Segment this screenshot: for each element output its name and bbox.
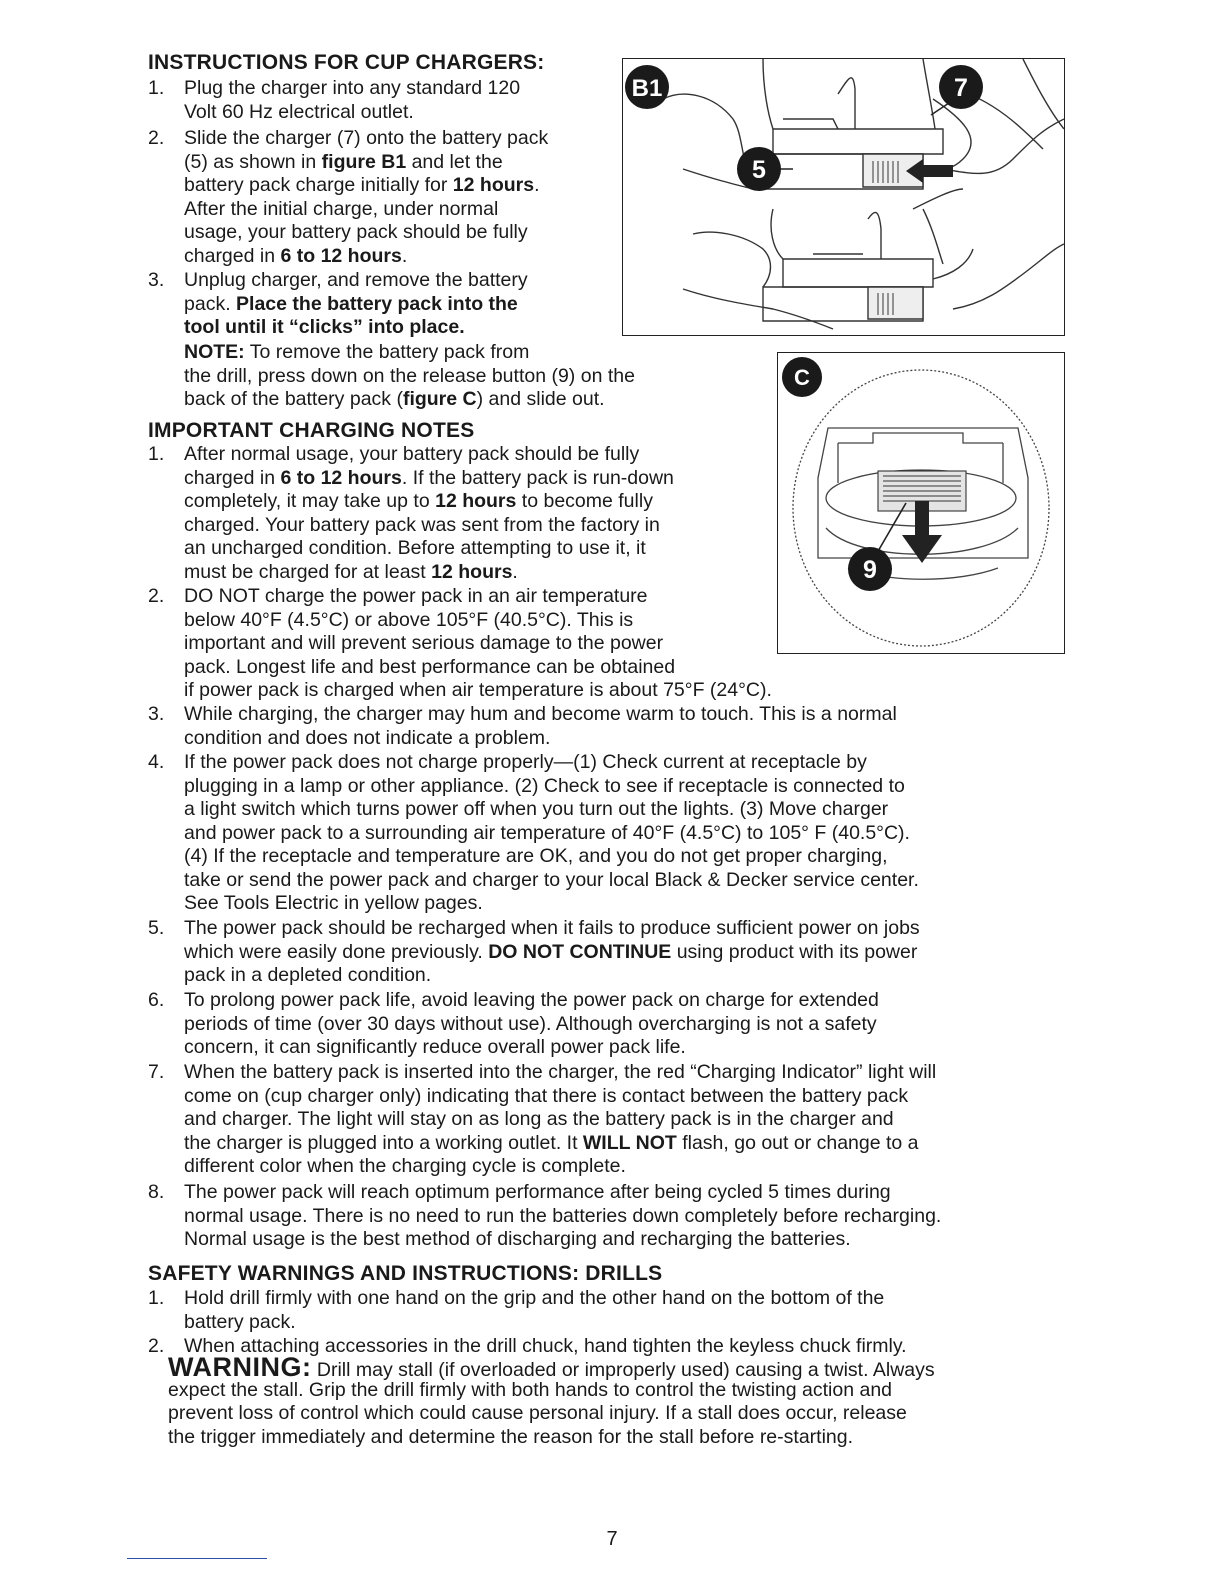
- list-item: [148, 989, 1068, 1061]
- figure-b1: [622, 58, 1065, 336]
- item-line: charged in 6 to 12 hours. If the battery pack is run-down: [184, 466, 674, 489]
- item-number: 3.: [148, 703, 165, 725]
- svg-text:C: C: [794, 365, 810, 390]
- item-line: must be charged for at least 12 hours.: [184, 560, 518, 583]
- warning-line: expect the stall. Grip the drill firmly with both hands to control the twisting action and: [168, 1378, 893, 1401]
- item-number: 6.: [148, 989, 165, 1011]
- item-number: 1.: [148, 443, 165, 465]
- list-item: [148, 751, 1068, 917]
- item-number: 1.: [148, 1287, 165, 1309]
- page-number: 7: [606, 1528, 618, 1550]
- item-line: plugging in a lamp or other appliance. (2) Check to see if receptacle is connected to: [184, 774, 905, 797]
- note-line: back of the battery pack (figure C) and slide out.: [184, 388, 605, 410]
- note-line: the drill, press down on the release button (9) on the: [184, 364, 635, 387]
- item-line: To prolong power pack life, avoid leaving the power pack on charge for extended: [184, 989, 879, 1011]
- item-line: and charger. The light will stay on as long as the battery pack is in the charger and: [184, 1108, 894, 1130]
- item-line: See Tools Electric in yellow pages.: [184, 892, 483, 914]
- item-number: 4.: [148, 751, 165, 773]
- list-item: [148, 77, 628, 125]
- list-item: [148, 269, 628, 341]
- item-number: 2.: [148, 1335, 165, 1357]
- item-number: 2.: [148, 127, 165, 149]
- list-item: [148, 1287, 1068, 1335]
- section-heading-important-charging-notes: IMPORTANT CHARGING NOTES: [148, 419, 475, 442]
- warning-line: prevent loss of control which could cause personal injury. If a stall does occur, release: [168, 1402, 907, 1424]
- figure-c-badge: [782, 357, 822, 397]
- item-number: 7.: [148, 1061, 165, 1083]
- item-line: Normal usage is the best method of discharging and recharging the batteries.: [184, 1228, 851, 1250]
- item-line: If the power pack does not charge properly—(1) Check current at receptacle by: [184, 751, 867, 773]
- item-line: come on (cup charger only) indicating that there is contact between the battery pack: [184, 1084, 909, 1107]
- item-line: After the initial charge, under normal: [184, 197, 499, 220]
- item-line: (4) If the receptacle and temperature are OK, and you do not get proper charging,: [184, 845, 888, 867]
- item-line: The power pack should be recharged when it fails to produce sufficient power on jobs: [184, 917, 920, 939]
- item-line: take or send the power pack and charger to your local Black & Decker service center.: [184, 868, 919, 891]
- warning-line: the trigger immediately and determine the reason for the stall before re-starting.: [168, 1425, 854, 1448]
- item-line: usage, your battery pack should be fully: [184, 221, 528, 243]
- item-line: normal usage. There is no need to run the batteries down completely before recharging.: [184, 1204, 942, 1227]
- item-line: When the battery pack is inserted into the charger, the red “Charging Indicator” light will: [184, 1061, 937, 1083]
- list-item: [148, 443, 768, 585]
- item-line: condition and does not indicate a problem.: [184, 726, 551, 749]
- list-item: [148, 1061, 1068, 1179]
- callout-7: [939, 65, 983, 109]
- item-line: battery pack charge initially for 12 hours.: [184, 174, 540, 196]
- item-line: concern, it can significantly reduce overall power pack life.: [184, 1036, 686, 1058]
- list-item: [148, 917, 1068, 989]
- figure-b1-illustration: [623, 59, 1064, 335]
- warning-block: WARNING: Drill may stall (if overloaded or improperly used) causing a twist. Always expect the stall. Grip the drill firmly with both hands to control the twisting action and prevent loss of control which could cause personal injury. If a stall does occur, release the trigger immediately and determine the reason for the stall before re-starting.: [168, 1358, 1068, 1462]
- item-line: a light switch which turns power off when you turn out the lights. (3) Move charger: [184, 798, 889, 820]
- svg-text:5: 5: [752, 156, 766, 184]
- item-line: an uncharged condition. Before attempting to use it, it: [184, 537, 646, 559]
- item-number: 8.: [148, 1181, 165, 1203]
- item-number: 1.: [148, 77, 165, 99]
- svg-text:9: 9: [863, 556, 877, 584]
- item-line: After normal usage, your battery pack should be fully: [184, 443, 640, 465]
- item-line: pack. Longest life and best performance can be obtained: [184, 655, 676, 678]
- item-line: pack. Place the battery pack into the: [184, 292, 518, 315]
- item-line: important and will prevent serious damage to the power: [184, 632, 664, 654]
- item-line: charged in 6 to 12 hours.: [184, 244, 408, 267]
- item-line: Hold drill firmly with one hand on the grip and the other hand on the bottom of the: [184, 1287, 885, 1309]
- list-item: [148, 127, 628, 269]
- item-line: (5) as shown in figure B1 and let the: [184, 150, 503, 173]
- list-item: [148, 585, 908, 703]
- item-line: Volt 60 Hz electrical outlet.: [184, 100, 414, 123]
- figure-b1-badge: [625, 65, 669, 109]
- item-line: Unplug charger, and remove the battery: [184, 269, 528, 291]
- item-line: When attaching accessories in the drill chuck, hand tighten the keyless chuck firmly.: [184, 1335, 907, 1357]
- item-line: Plug the charger into any standard 120: [184, 77, 521, 99]
- warning-label: WARNING:: [168, 1352, 312, 1382]
- item-line: below 40°F (4.5°C) or above 105°F (40.5°C). This is: [184, 608, 634, 631]
- item-line: DO NOT charge the power pack in an air temperature: [184, 585, 648, 607]
- svg-text:B1: B1: [631, 75, 663, 102]
- section-heading-safety-warnings-drills: SAFETY WARNINGS AND INSTRUCTIONS: DRILLS: [148, 1262, 663, 1285]
- list-item: [148, 1181, 1068, 1253]
- item-line: which were easily done previously. DO NOT CONTINUE using product with its power: [184, 940, 918, 963]
- section-heading-cup-chargers: INSTRUCTIONS FOR CUP CHARGERS:: [148, 51, 545, 74]
- item-line: battery pack.: [184, 1310, 296, 1333]
- item-line: charged. Your battery pack was sent from the factory in: [184, 513, 660, 536]
- item-line: completely, it may take up to 12 hours to become fully: [184, 490, 653, 512]
- item-line: Slide the charger (7) onto the battery pack: [184, 127, 549, 149]
- item-line: pack in a depleted condition.: [184, 964, 432, 986]
- note-block: NOTE: To remove the battery pack from the drill, press down on the release button (9) on the back of the battery pack (figure C) and slide out.: [184, 341, 774, 413]
- item-number: 3.: [148, 269, 165, 291]
- item-line: if power pack is charged when air temperature is about 75°F (24°C).: [184, 679, 772, 701]
- callout-5: [737, 147, 781, 191]
- footer-rule: [127, 1558, 267, 1559]
- item-line: different color when the charging cycle is complete.: [184, 1155, 626, 1177]
- item-number: 2.: [148, 585, 165, 607]
- note-label: NOTE:: [184, 341, 245, 363]
- list-item: [148, 703, 1068, 751]
- item-line: periods of time (over 30 days without use). Although overcharging is not a safety: [184, 1012, 877, 1035]
- item-number: 5.: [148, 917, 165, 939]
- item-line: the charger is plugged into a working outlet. It WILL NOT flash, go out or change to a: [184, 1131, 919, 1154]
- item-line: While charging, the charger may hum and become warm to touch. This is a normal: [184, 703, 897, 725]
- svg-text:7: 7: [954, 74, 968, 102]
- item-line: The power pack will reach optimum performance after being cycled 5 times during: [184, 1181, 891, 1203]
- item-line: and power pack to a surrounding air temperature of 40°F (4.5°C) to 105° F (40.5°C).: [184, 821, 910, 844]
- item-line: tool until it “clicks” into place.: [184, 316, 465, 338]
